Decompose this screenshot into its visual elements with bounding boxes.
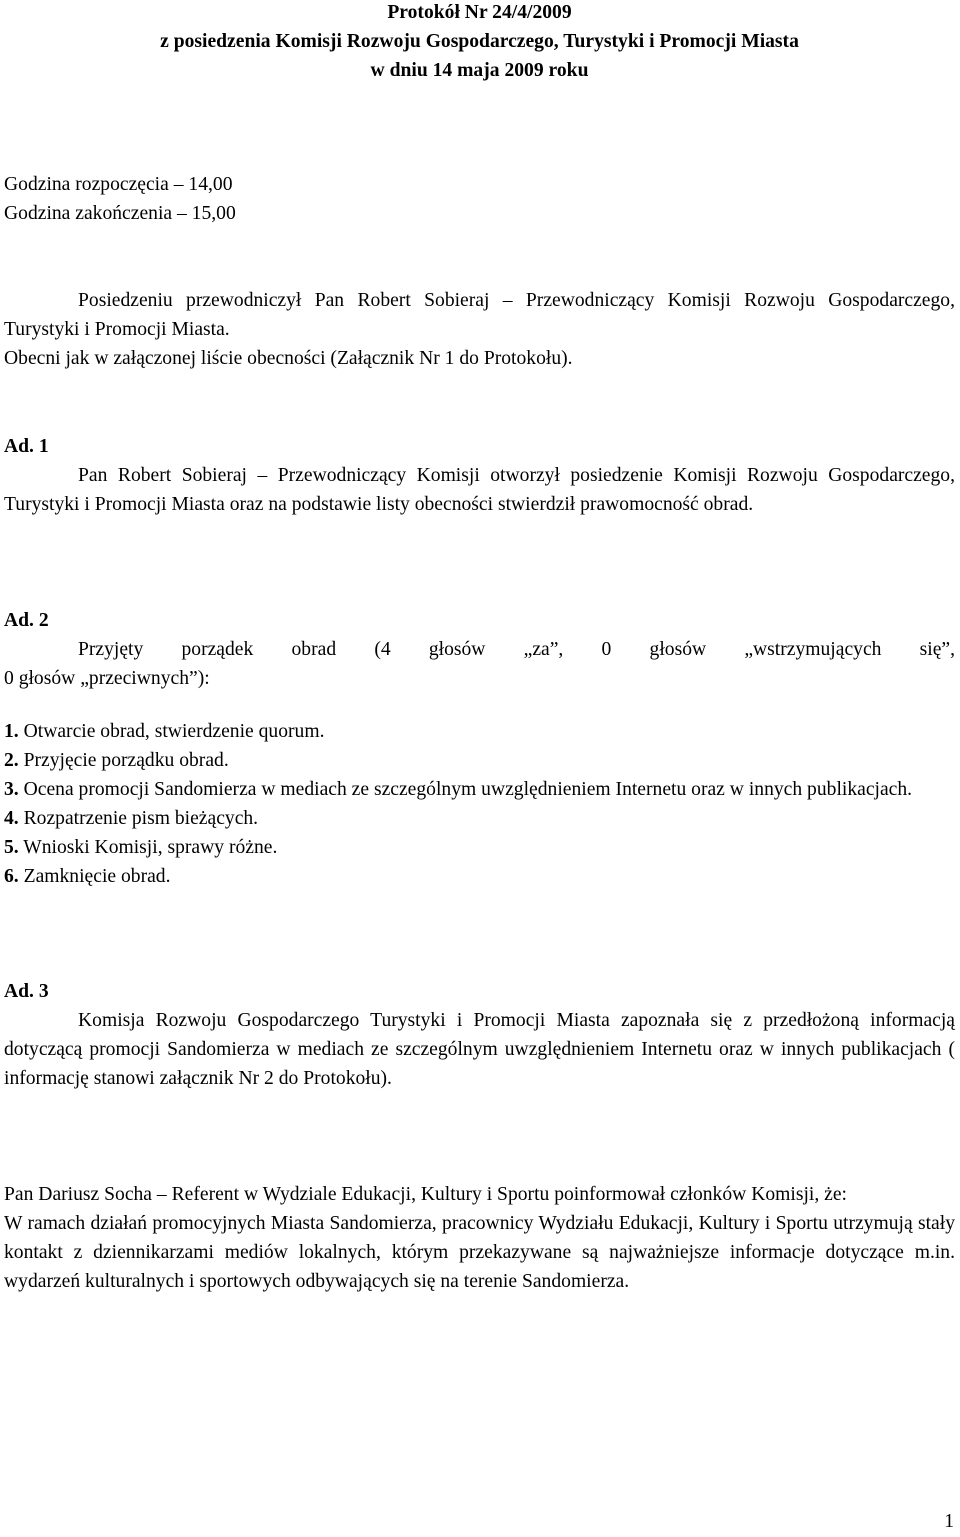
list-item xyxy=(4,833,955,862)
vote-line-1: Przyjęty porządek obrad (4 głosów „za”, 0 głosów „wstrzymujących się”, xyxy=(78,639,955,660)
ad1-section xyxy=(4,432,955,519)
list-item xyxy=(4,804,955,833)
attendance-paragraph: Obecni jak w załączonej liście obecności (Załącznik Nr 1 do Protokołu). xyxy=(4,348,573,369)
list-item xyxy=(4,717,955,746)
ad2-section xyxy=(4,606,955,693)
ad3-section xyxy=(4,977,955,1093)
ad1-label: Ad. 1 xyxy=(4,436,49,457)
info-paragraph: W ramach działań promocyjnych Miasta Sandomierza, pracownicy Wydziału Edukacji, Kultury i Sportu utrzymują stały kontakt z dziennikarzami mediów lokalnych, którym przekazywane są najważniejsze informacje dotyczące m.in. wydarzeń kulturalnych i sportowych odbywających się na terenie Sandomierza. xyxy=(4,1213,955,1292)
list-item xyxy=(4,775,955,804)
speaker-section xyxy=(4,1180,955,1296)
agenda-number: 2. xyxy=(4,750,19,771)
intro-section xyxy=(4,286,955,373)
agenda-number: 3. xyxy=(4,779,19,800)
speaker-paragraph: Pan Dariusz Socha – Referent w Wydziale Edukacji, Kultury i Sportu poinformował członków Komisji, że: xyxy=(4,1184,847,1205)
vote-line-2: 0 głosów „przeciwnych”): xyxy=(4,668,210,689)
ad3-label: Ad. 3 xyxy=(4,981,49,1002)
agenda-text: Zamknięcie obrad. xyxy=(23,866,171,887)
agenda-list xyxy=(4,717,955,891)
title-line-1: Protokół Nr 24/4/2009 xyxy=(387,2,572,23)
agenda-text: Przyjęcie porządku obrad. xyxy=(23,750,229,771)
agenda-number: 1. xyxy=(4,721,19,742)
title-line-2: z posiedzenia Komisji Rozwoju Gospodarczego, Turystyki i Promocji Miasta xyxy=(160,31,799,52)
agenda-text: Rozpatrzenie pism bieżących. xyxy=(23,808,259,829)
agenda-number: 4. xyxy=(4,808,19,829)
ad1-paragraph: Pan Robert Sobieraj – Przewodniczący Komisji otworzył posiedzenie Komisji Rozwoju Gospodarczego, Turystyki i Promocji Miasta oraz na podstawie listy obecności stwierdził prawomocność obrad. xyxy=(4,465,955,515)
title-line-3: w dniu 14 maja 2009 roku xyxy=(370,60,589,81)
agenda-number: 5. xyxy=(4,837,19,858)
chair-paragraph: Posiedzeniu przewodniczył Pan Robert Sobieraj – Przewodniczący Komisji Rozwoju Gospodarczego, Turystyki i Promocji Miasta. xyxy=(4,290,955,340)
end-time: Godzina zakończenia – 15,00 xyxy=(4,203,236,224)
agenda-number: 6. xyxy=(4,866,19,887)
agenda-text: Wnioski Komisji, sprawy różne. xyxy=(23,837,278,858)
meeting-times xyxy=(4,170,236,228)
page-number: 1 xyxy=(944,1511,954,1532)
document-title xyxy=(4,0,955,85)
ad2-label: Ad. 2 xyxy=(4,610,49,631)
ad3-paragraph: Komisja Rozwoju Gospodarczego Turystyki i Promocji Miasta zapoznała się z przedłożoną informacją dotyczącą promocji Sandomierza w mediach ze szczególnym uwzględnieniem Internetu oraz w innych publikacjach ( informację stanowi załącznik Nr 2 do Protokołu). xyxy=(4,1010,955,1089)
list-item xyxy=(4,746,955,775)
agenda-text: Ocena promocji Sandomierza w mediach ze szczególnym uwzględnieniem Internetu oraz w innych publikacjach. xyxy=(23,779,913,800)
start-time: Godzina rozpoczęcia – 14,00 xyxy=(4,174,233,195)
list-item xyxy=(4,862,955,891)
agenda-text: Otwarcie obrad, stwierdzenie quorum. xyxy=(23,721,325,742)
